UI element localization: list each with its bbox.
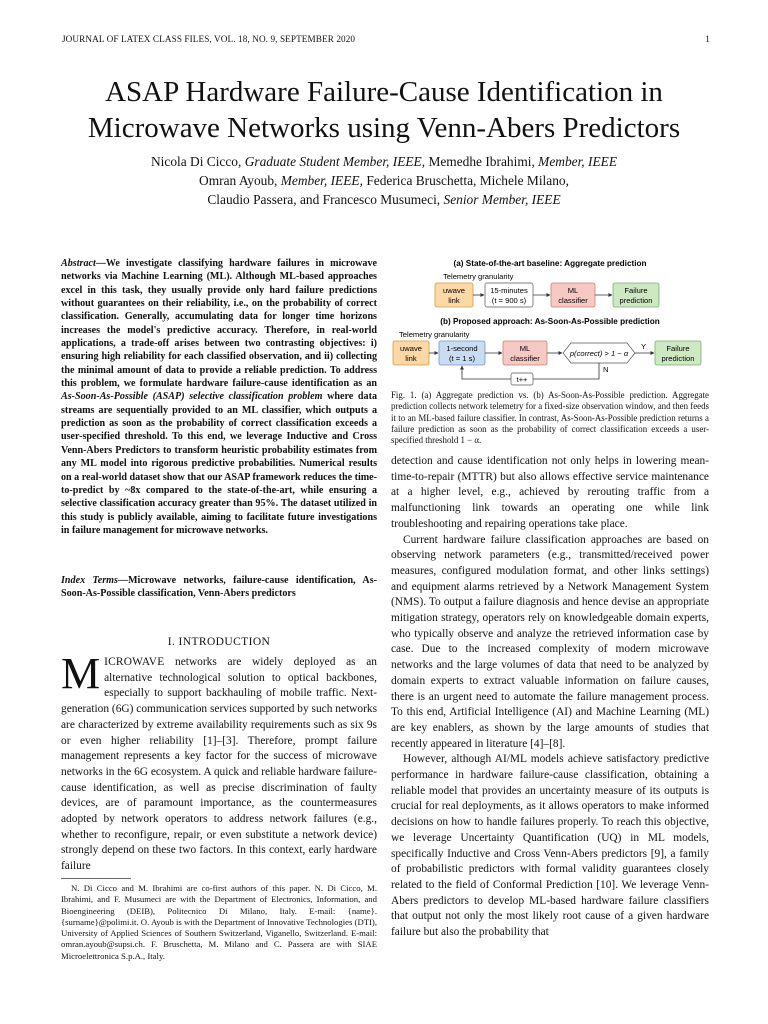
author-line-1	[70, 152, 698, 171]
b-failure-label-1: Failure	[666, 344, 690, 353]
title-line-2: Microwave Networks using Venn-Abers Predictors	[87, 112, 681, 144]
b-condition-label: p(correct) > 1 − α	[569, 349, 629, 358]
footnote	[61, 883, 377, 962]
author-name: Memedhe Ibrahimi,	[428, 154, 535, 169]
b-no-label: N	[603, 365, 609, 374]
intro-first-word: ICROWAVE	[104, 656, 165, 668]
author-name: Federica Bruschetta, Michele Milano,	[366, 173, 569, 188]
footnote-text: N. Di Cicco and M. Ibrahimi are co-first authors of this paper. N. Di Cicco, M. Ibrahimi, and F. Musumeci are with the Department of Electronics, Information, and Bioengineering (DEIB), Politecnico Di Milano, Italy. E-mail: {name}.{surname}@polimi.it. O. Ayoub is with the Department of Innovative Technologies (DTI), University of Applied Sciences of Southern Switzerland, Viganello, Switzerland. E-mail: omran.ayoub@supsi.ch. F. Bruschetta, M. Milano and C. Passera are with SIAE Microelettronica S.p.A., Italy.	[61, 883, 377, 961]
running-header	[62, 34, 710, 44]
section-heading: I. INTRODUCTION	[167, 636, 271, 648]
panel-b-telemetry-label: Telemetry granularity	[399, 330, 470, 339]
author-name: Claudio Passera, and Francesco Musumeci,	[207, 192, 441, 207]
author-list	[70, 152, 698, 209]
b-ml-label-1: ML	[519, 344, 531, 353]
author-line-2	[70, 171, 698, 190]
a-granularity-2: (t = 900 s)	[491, 296, 527, 305]
body-paragraph-1: detection and cause identification not only helps in lowering mean-time-to-repair (MTTR) but also allows effective service maintenance at a higher level, e.g., achieved by rerouting traffic from a malfunctioning link towards an operating one while link troubleshooting and repairing operations take place.	[391, 455, 709, 530]
b-ml-label-2: classifier	[510, 354, 540, 363]
a-ml-label-1: ML	[567, 286, 579, 295]
b-granularity-2: (t = 1 s)	[449, 354, 475, 363]
abstract-text: —We investigate classifying hardware failures in microwave networks via Machine Learning (ML). Although ML-based approaches excel in this task, they usually provide only hard failure predictions without guarantees on their reliability, i.e., on the probability of correct classification. Generally, accumulating data for longer time horizons increases the model's predictive accuracy. Therefore, in real-world applications, a trade-off arises between two contrasting objectives: i) ensuring high reliability for each classified observation, and ii) collecting the minimal amount of data to provide a reliable prediction. To address this problem, we formulate hardware failure-cause identification as an	[61, 258, 377, 390]
index-terms-text: —Microwave networks, failure-cause identification, As-Soon-As-Possible classification, Venn-Abers predictors	[61, 575, 377, 600]
b-loop-label: t++	[516, 375, 528, 384]
author-role: Member, IEEE	[538, 154, 617, 169]
figure-caption: Fig. 1. (a) Aggregate prediction vs. (b) As-Soon-As-Possible prediction. Aggregate prediction collects network telemetry for a fixed-size observation window, and then feeds it to an ML-based failure classifier. In contrast, As-Soon-As-Possible prediction returns a failure prediction as soon as the probability of correct classification exceeds a user-specified threshold 1 − α.	[391, 390, 709, 446]
b-yes-label: Y	[641, 342, 647, 351]
a-uwave-label-1: uwave	[443, 286, 465, 295]
panel-a-title: (a) State-of-the-art baseline: Aggregate prediction	[453, 259, 647, 268]
panel-b-title: (b) Proposed approach: As-Soon-As-Possible prediction	[440, 317, 660, 326]
a-failure-label-2: prediction	[619, 296, 653, 305]
author-name: Omran Ayoub,	[199, 173, 278, 188]
body-paragraph-2: Current hardware failure classification approaches are based on observing network parameters (e.g., transmitted/received power measures, configured modulation format, and other links settings) and equipment alarms retrieved by a Network Management System (NMS). To output a failure diagnosis and hence devise an appropriate mitigation strategy, operators rely on knowledgeable domain experts, who typically observe and analyze the retrieved information case by case. Due to the increased complexity of modern microwave networks and the large volumes of data that need to be analyzed by domain experts to extract valuable information on failure causes, there is an urgent need to automate the failure management process. To this end, Artificial Intelligence (AI) and Machine Learning (ML) are key enablers, as shown by the large amounts of studies that recently appeared in literature [4]–[8].	[391, 533, 709, 750]
footnote-rule	[61, 878, 131, 879]
b-uwave-label-2: link	[405, 354, 417, 363]
intro-paragraph	[61, 649, 378, 875]
abstract	[61, 257, 377, 537]
abstract-text-2: where data streams are sequentially provided to an ML classifier, which outputs a prediction as soon as the probability of correct classification exceeds a user-specified threshold. To this end, we leverage Inductive and Cross Venn-Abers Predictors to transform heuristic probability estimates from any ML model into rigorous predictive probabilities. Numerical results on a real-world dataset show that our ASAP framework reduces the time-to-predict by ~8x compared to the state-of-the-art, while ensuring a selective classification accuracy greater than 95%. The dataset utilized in this study is publicly available, aiming to facilitate future investigations in failure management for microwave networks.	[61, 391, 377, 536]
a-failure-label-1: Failure	[624, 286, 648, 295]
b-uwave-label-1: uwave	[400, 344, 422, 353]
paper-title	[50, 74, 718, 146]
figure-1-diagram	[391, 252, 709, 387]
a-uwave-label-2: link	[448, 296, 460, 305]
b-failure-label-2: prediction	[661, 354, 695, 363]
a-granularity-1: 15-minutes	[490, 286, 528, 295]
intro-text: networks are widely deployed as an alternative technological solution to optical backbones, especially to support backhauling of mobile traffic. Next-generation (6G) communication services supported by such networks are characterized by extreme availability requirements such as six 9s or even higher reliability [1]–[3]. Therefore, prompt failure management represents a key factor for the success of microwave networks in the 6G ecosystem. A quick and reliable hardware failure-cause identification, as well as precise discrimination of faulty devices, are of paramount importance, as the countermeasures adopted by network operators to address network failures (e.g., whether to reconfigure, repair, or even substitute a network device) strongly depend on these two factors. In this context, early hardware failure	[61, 656, 378, 873]
index-terms-label: Index Terms	[61, 575, 118, 586]
body-paragraph-3: However, although AI/ML models achieve satisfactory predictive performance in hardware failure-cause classification, obtaining a reliable model that provides an uncertainty measure of its outputs is crucial for real deployments, as it allows operators to make informed decisions on how to handle failures properly. To reach this objective, we leverage Uncertainty Quantification (UQ) in ML models, specifically Inductive and Cross Venn-Abers predictors [9], a family of probabilistic predictors with formal validity guarantees closely related to the field of Conformal Prediction [10]. We leverage Venn-Abers predictors to develop ML-based hardware failure classifiers that output not only the most likely root cause of a given hardware failure but also the probability that	[391, 753, 709, 939]
title-line-1: ASAP Hardware Failure-Cause Identification in	[105, 76, 663, 108]
journal-name: JOURNAL OF LATEX CLASS FILES, VOL. 18, NO. 9, SEPTEMBER 2020	[62, 34, 356, 44]
author-role: Member, IEEE,	[280, 173, 363, 188]
index-terms	[61, 574, 377, 601]
figure-1	[391, 252, 709, 387]
abstract-label: Abstract	[61, 258, 96, 269]
a-ml-label-2: classifier	[558, 296, 588, 305]
b-granularity-1: 1-second	[446, 344, 478, 353]
panel-a-telemetry-label: Telemetry granularity	[443, 272, 514, 281]
author-name: Nicola Di Cicco,	[150, 154, 242, 169]
b-loop-arrow	[462, 366, 511, 379]
drop-cap: M	[61, 649, 101, 698]
abstract-italic: As-Soon-As-Possible (ASAP) selective classification problem	[61, 391, 323, 403]
author-role: Graduate Student Member, IEEE,	[244, 154, 426, 169]
page-number: 1	[705, 34, 710, 44]
author-role: Senior Member, IEEE	[443, 192, 561, 207]
author-line-3	[70, 190, 698, 209]
right-column-body	[391, 454, 709, 941]
